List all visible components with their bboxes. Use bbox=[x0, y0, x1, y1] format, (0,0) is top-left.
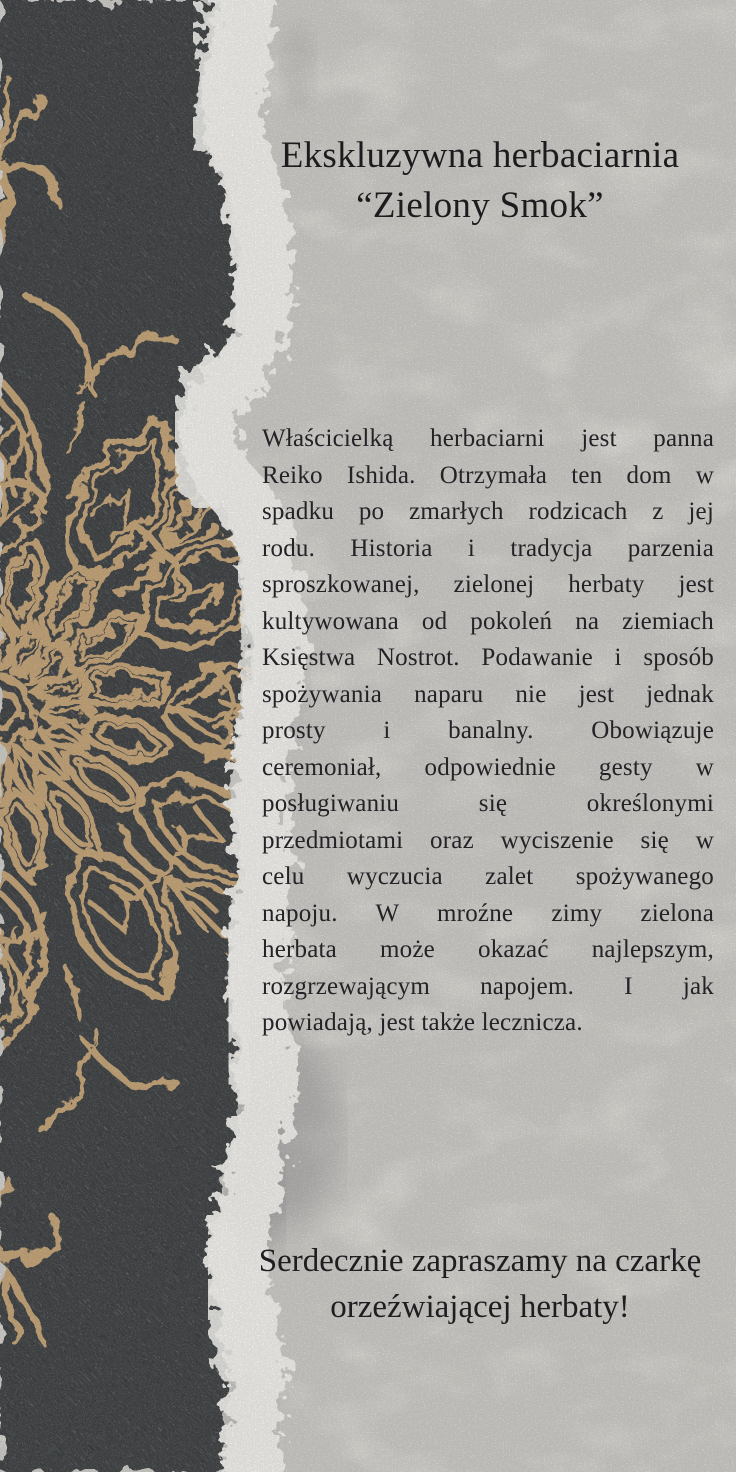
body-line: napoju. W mroźne zimy zielona bbox=[262, 899, 714, 927]
title-line-2: “Zielony Smok” bbox=[356, 185, 604, 226]
body-line: przedmiotami oraz wyciszenie się w bbox=[262, 826, 714, 854]
body-line: ceremoniał, odpowiednie gesty w bbox=[262, 753, 714, 781]
body-line: spadku po zmarłych rodzicach z jej bbox=[262, 498, 714, 525]
body-line: Księstwa Nostrot. Podawanie i sposób bbox=[262, 644, 714, 671]
body-line: sproszkowanej, zielonej herbaty jest bbox=[262, 571, 714, 598]
title-line-1: Ekskluzywna herbaciarnia bbox=[280, 135, 680, 176]
body-line: Reiko Ishida. Otrzymała ten dom w bbox=[262, 461, 714, 489]
poster-title bbox=[240, 131, 720, 231]
body-line: prosty i banalny. Obowiązuje bbox=[262, 717, 714, 744]
body-line: rozgrzewającym napojem. I jak bbox=[262, 972, 714, 1000]
body-line: spożywania naparu nie jest jednak bbox=[262, 680, 714, 708]
body-line: Właścicielką herbaciarni jest panna bbox=[262, 425, 714, 452]
body-line: kultywowana od pokoleń na ziemiach bbox=[262, 607, 714, 635]
body-line: posługiwaniu się określonymi bbox=[262, 790, 714, 817]
body-line: herbata może okazać najlepszym, bbox=[262, 936, 714, 963]
invitation-text bbox=[235, 1238, 725, 1330]
body-line: powiadają, jest także lecznicza. bbox=[262, 1009, 583, 1036]
invitation-line-1: Serdecznie zapraszamy na czarkę bbox=[258, 1243, 702, 1279]
body-line: celu wyczucia zalet spożywanego bbox=[262, 863, 714, 890]
invitation-line-2: orzeźwiającej herbaty! bbox=[330, 1289, 630, 1325]
body-paragraph bbox=[262, 421, 714, 1042]
body-line: rodu. Historia i tradycja parzenia bbox=[262, 534, 714, 562]
